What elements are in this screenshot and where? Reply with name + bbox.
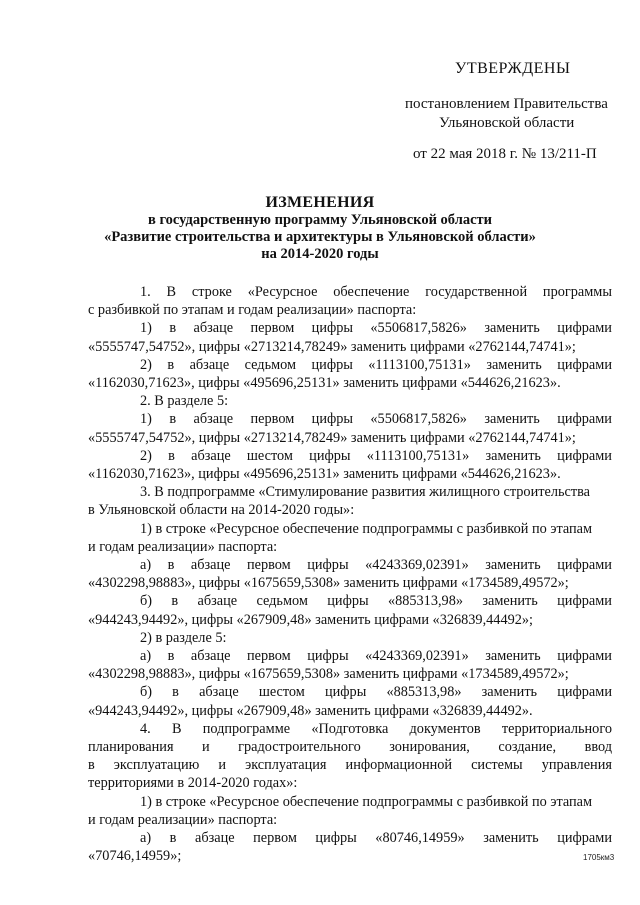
word: заменить: [484, 320, 540, 337]
word: первом: [247, 557, 291, 574]
word: первом: [250, 320, 295, 337]
word: «1113100,75131»: [368, 356, 471, 373]
word: государственной: [425, 284, 528, 300]
word: управления: [541, 757, 612, 774]
word: цифры: [311, 356, 353, 373]
word: «1113100,75131»: [366, 447, 470, 464]
word: а): [140, 830, 152, 847]
footer-code: 1705км3: [583, 853, 615, 862]
text-line: в Ульяновской области на 2014-2020 годы»:: [88, 502, 355, 519]
word: цифрами: [557, 320, 612, 337]
approval-title: УТВЕРЖДЕНЫ: [455, 60, 571, 77]
word: «4243369,02391»: [365, 557, 469, 574]
text-line: с разбивкой по этапам и годам реализации» паспорта:: [88, 302, 417, 319]
word: ввод: [584, 739, 612, 756]
document-body: [88, 283, 615, 866]
word: в: [167, 356, 175, 373]
word: б): [140, 684, 153, 701]
word: подпрограмме: [202, 720, 291, 737]
word: «4243369,02391»: [365, 648, 469, 665]
word: «Ресурсное: [247, 284, 318, 300]
word: абзаце: [190, 648, 231, 665]
text-line: [88, 319, 612, 337]
word: цифрами: [557, 684, 612, 701]
word: В: [171, 720, 182, 737]
word: программы: [542, 284, 612, 300]
word: «Подготовка: [311, 720, 389, 737]
word: в: [168, 447, 175, 464]
text-line: «4302298,98883», цифры «1675659,5308» заменить цифрами «1734589,49572»;: [88, 575, 569, 592]
text-line: [88, 592, 612, 610]
word: в: [88, 757, 95, 774]
word: в: [172, 684, 179, 701]
text-line: [88, 738, 612, 756]
word: абзаце: [190, 557, 231, 574]
word: первом: [247, 648, 291, 665]
word: «5506817,5826»: [370, 411, 467, 428]
word: создание,: [498, 739, 557, 756]
word: цифры: [307, 648, 349, 665]
word: в: [171, 593, 179, 610]
word: заменить: [485, 447, 541, 464]
word: системы: [471, 757, 523, 774]
approval-date-number: от 22 мая 2018 г. № 13/211-П: [413, 146, 597, 162]
text-line: [88, 683, 612, 701]
word: заменить: [483, 830, 539, 847]
word: а): [140, 648, 152, 665]
word: заменить: [482, 593, 538, 610]
text-line: «4302298,98883», цифры «1675659,5308» заменить цифрами «1734589,49572»;: [88, 666, 569, 683]
word: цифры: [309, 447, 351, 464]
word: «885313,98»: [387, 593, 463, 610]
word: шестом: [258, 684, 305, 701]
text-line: «5555747,54752», цифры «2713214,78249» заменить цифрами «2762144,74741»;: [88, 338, 576, 355]
text-line: 3. В подпрограмме «Стимулирование развития жилищного строительства: [140, 484, 590, 501]
text-line: «944243,94492», цифры «267909,48» заменить цифрами «326839,44492».: [88, 702, 533, 719]
word: абзаце: [194, 830, 235, 847]
word: в: [167, 648, 175, 665]
text-line: и годам реализации» паспорта:: [88, 811, 278, 828]
word: цифрами: [557, 648, 612, 665]
word: абзаце: [191, 447, 231, 464]
text-line: «1162030,71623», цифры «495696,25131» заменить цифрами «544626,21623».: [88, 375, 561, 392]
word: эксплуатация: [245, 757, 327, 774]
text-line: и годам реализации» паспорта:: [88, 538, 278, 555]
text-line: «70746,14959»;: [88, 848, 182, 865]
approval-region: Ульяновской области: [439, 115, 575, 131]
word: цифрами: [557, 411, 612, 428]
word: обеспечение: [333, 284, 410, 300]
word: «80746,14959»: [375, 830, 465, 847]
word: «5506817,5826»: [370, 320, 467, 337]
word: цифрами: [557, 557, 612, 574]
word: первом: [250, 411, 295, 428]
word: и: [202, 739, 210, 756]
word: абзаце: [189, 356, 230, 373]
word: строке: [191, 284, 232, 300]
text-line: [88, 283, 612, 301]
text-line: 2) в разделе 5:: [140, 629, 227, 646]
word: цифры: [307, 557, 349, 574]
word: заменить: [484, 411, 540, 428]
heading-line-2: в государственную программу Ульяновской области: [147, 212, 492, 228]
heading-title: ИЗМЕНЕНИЯ: [265, 194, 375, 211]
text-line: 1) в строке «Ресурсное обеспечение подпрограммы с разбивкой по этапам: [140, 520, 593, 537]
text-line: [88, 447, 612, 465]
word: заменить: [486, 356, 542, 373]
word: б): [140, 593, 153, 610]
word: в: [169, 411, 177, 428]
text-line: [88, 647, 612, 665]
word: В: [166, 284, 177, 300]
word: абзаце: [193, 411, 234, 428]
text-line: [88, 829, 612, 847]
text-line: «5555747,54752», цифры «2713214,78249» заменить цифрами «2762144,74741»;: [88, 429, 576, 446]
word: цифрами: [557, 593, 612, 610]
word: первом: [253, 830, 297, 847]
text-line: [88, 720, 612, 738]
text-line: 1) в строке «Ресурсное обеспечение подпрограммы с разбивкой по этапам: [140, 793, 593, 810]
word: зонирования,: [389, 739, 470, 756]
word: абзаце: [197, 593, 238, 610]
text-line: «944243,94492», цифры «267909,48» заменить цифрами «326839,44492»;: [88, 611, 534, 628]
word: цифры: [311, 320, 353, 337]
word: «885313,98»: [386, 684, 462, 701]
word: цифрами: [557, 830, 612, 847]
text-line: [88, 356, 612, 374]
word: 2): [140, 356, 152, 373]
word: абзаце: [199, 684, 239, 701]
word: цифры: [327, 593, 369, 610]
word: заменить: [485, 648, 541, 665]
word: седьмом: [244, 356, 297, 373]
word: заменить: [481, 684, 538, 701]
word: шестом: [246, 447, 293, 464]
text-line: [88, 756, 612, 774]
heading-line-3: «Развитие строительства и архитектуры в Ульяновской области»: [104, 229, 536, 245]
word: 2): [140, 447, 152, 464]
word: планирования: [88, 739, 174, 756]
word: эксплуатацию: [113, 757, 200, 774]
word: документов: [409, 720, 481, 737]
text-line: 2. В разделе 5:: [140, 393, 229, 410]
word: цифры: [324, 684, 367, 701]
word: 1): [140, 411, 152, 428]
word: и: [218, 757, 227, 774]
word: цифрами: [557, 356, 612, 373]
word: цифры: [311, 411, 353, 428]
text-line: [88, 556, 612, 574]
document-heading: [80, 193, 560, 263]
word: 4.: [140, 720, 151, 737]
word: в: [167, 557, 175, 574]
word: в: [169, 320, 177, 337]
heading-line-4: на 2014-2020 годы: [261, 246, 379, 262]
word: цифрами: [557, 447, 612, 464]
word: заменить: [485, 557, 541, 574]
word: цифры: [315, 830, 357, 847]
word: 1): [140, 320, 152, 337]
word: абзаце: [193, 320, 234, 337]
word: градостроительного: [238, 739, 361, 756]
text-line: территориями в 2014-2020 годах»:: [88, 775, 298, 792]
word: территориального: [501, 720, 612, 737]
text-line: «1162030,71623», цифры «495696,25131» заменить цифрами «544626,21623».: [88, 466, 561, 483]
word: седьмом: [256, 593, 308, 610]
word: информационной: [345, 757, 453, 774]
word: а): [140, 557, 152, 574]
text-line: [88, 410, 612, 428]
approval-authority: постановлением Правительства: [405, 96, 608, 112]
word: 1.: [140, 284, 151, 300]
word: в: [169, 830, 177, 847]
